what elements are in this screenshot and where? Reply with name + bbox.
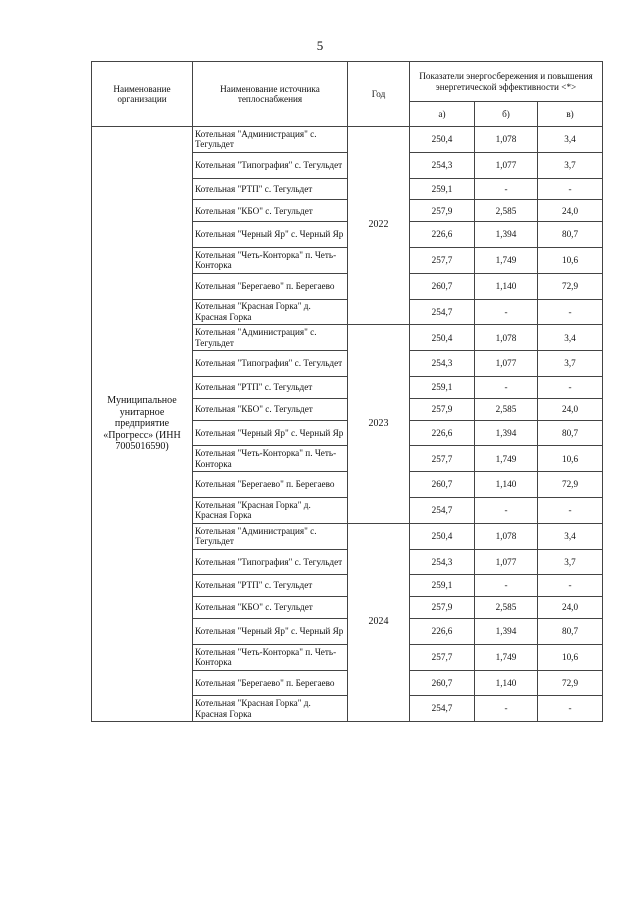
indicator-b-cell: - (475, 299, 538, 325)
indicator-b-cell: 1,078 (475, 325, 538, 351)
indicator-b-cell: 1,077 (475, 351, 538, 377)
indicator-b-cell: 1,749 (475, 247, 538, 273)
heat-source-cell: Котельная "Берегаево" п. Берегаево (193, 273, 348, 299)
header-col-b: б) (475, 102, 538, 127)
heat-source-cell: Котельная "Типография" с. Тегульдет (193, 549, 348, 575)
header-col-c: в) (538, 102, 603, 127)
indicator-b-cell: 1,749 (475, 644, 538, 670)
indicator-a-cell: 250,4 (410, 127, 475, 153)
indicator-c-cell: 10,6 (538, 644, 603, 670)
header-row (92, 62, 603, 102)
indicator-a-cell: 257,9 (410, 398, 475, 420)
indicator-a-cell: 257,9 (410, 597, 475, 619)
indicator-b-cell: 2,585 (475, 597, 538, 619)
indicator-c-cell: 3,7 (538, 549, 603, 575)
indicator-a-cell: 250,4 (410, 523, 475, 549)
indicator-c-cell: - (538, 178, 603, 200)
header-col-a: а) (410, 102, 475, 127)
indicator-b-cell: 2,585 (475, 398, 538, 420)
indicator-a-cell: 257,7 (410, 247, 475, 273)
indicator-c-cell: 24,0 (538, 597, 603, 619)
energy-efficiency-table (91, 61, 603, 722)
heat-source-cell: Котельная "РТП" с. Тегульдет (193, 575, 348, 597)
heat-source-cell: Котельная "РТП" с. Тегульдет (193, 178, 348, 200)
indicator-a-cell: 254,7 (410, 299, 475, 325)
indicator-c-cell: 10,6 (538, 247, 603, 273)
indicator-b-cell: 1,078 (475, 127, 538, 153)
indicator-b-cell: 1,394 (475, 222, 538, 248)
indicator-b-cell: - (475, 376, 538, 398)
indicator-b-cell: 1,140 (475, 670, 538, 696)
indicator-c-cell: 10,6 (538, 446, 603, 472)
indicator-c-cell: 72,9 (538, 670, 603, 696)
indicator-a-cell: 250,4 (410, 325, 475, 351)
indicator-c-cell: 3,4 (538, 523, 603, 549)
indicator-a-cell: 257,7 (410, 446, 475, 472)
indicator-c-cell: 24,0 (538, 398, 603, 420)
indicator-c-cell: 3,7 (538, 351, 603, 377)
indicator-c-cell: 80,7 (538, 222, 603, 248)
year-cell: 2024 (348, 523, 410, 721)
indicator-a-cell: 257,9 (410, 200, 475, 222)
indicator-c-cell: - (538, 299, 603, 325)
heat-source-cell: Котельная "Черный Яр" с. Черный Яр (193, 420, 348, 446)
page-number: 5 (316, 38, 324, 53)
indicator-a-cell: 257,7 (410, 644, 475, 670)
indicator-b-cell: 1,077 (475, 549, 538, 575)
indicator-b-cell: 1,078 (475, 523, 538, 549)
indicator-c-cell: 24,0 (538, 200, 603, 222)
indicator-b-cell: 1,077 (475, 152, 538, 178)
heat-source-cell: Котельная "Администрация" с. Тегульдет (193, 127, 348, 153)
heat-source-cell: Котельная "Типография" с. Тегульдет (193, 152, 348, 178)
indicator-b-cell: 1,140 (475, 472, 538, 498)
indicator-a-cell: 254,3 (410, 152, 475, 178)
heat-source-cell: Котельная "Четь-Конторка" п. Четь-Конторка (193, 644, 348, 670)
header-indicators: Показатели энергосбережения и повышения энергетической эффективности <*> (410, 62, 603, 102)
heat-source-cell: Котельная "Типография" с. Тегульдет (193, 351, 348, 377)
heat-source-cell: Котельная "РТП" с. Тегульдет (193, 376, 348, 398)
indicator-c-cell: - (538, 497, 603, 523)
indicator-b-cell: - (475, 497, 538, 523)
heat-source-cell: Котельная "Черный Яр" с. Черный Яр (193, 222, 348, 248)
indicator-c-cell: - (538, 376, 603, 398)
heat-source-cell: Котельная "Красная Горка" д. Красная Горка (193, 299, 348, 325)
indicator-a-cell: 260,7 (410, 670, 475, 696)
indicator-b-cell: 1,394 (475, 420, 538, 446)
indicator-a-cell: 259,1 (410, 178, 475, 200)
indicator-c-cell: 3,4 (538, 127, 603, 153)
indicator-a-cell: 259,1 (410, 575, 475, 597)
indicator-c-cell: 3,4 (538, 325, 603, 351)
indicator-a-cell: 254,7 (410, 696, 475, 722)
indicator-a-cell: 260,7 (410, 273, 475, 299)
indicator-b-cell: 2,585 (475, 200, 538, 222)
heat-source-cell: Котельная "Администрация" с. Тегульдет (193, 325, 348, 351)
header-source: Наименование источника теплоснабжения (193, 62, 348, 127)
heat-source-cell: Котельная "Берегаево" п. Берегаево (193, 670, 348, 696)
indicator-c-cell: 72,9 (538, 472, 603, 498)
indicator-a-cell: 260,7 (410, 472, 475, 498)
heat-source-cell: Котельная "Администрация" с. Тегульдет (193, 523, 348, 549)
table-body (92, 127, 603, 722)
indicator-b-cell: 1,140 (475, 273, 538, 299)
indicator-c-cell: 72,9 (538, 273, 603, 299)
heat-source-cell: Котельная "КБО" с. Тегульдет (193, 200, 348, 222)
indicator-a-cell: 226,6 (410, 618, 475, 644)
indicator-a-cell: 254,3 (410, 351, 475, 377)
heat-source-cell: Котельная "Четь-Конторка" п. Четь-Конторка (193, 446, 348, 472)
indicator-a-cell: 226,6 (410, 420, 475, 446)
heat-source-cell: Котельная "КБО" с. Тегульдет (193, 597, 348, 619)
heat-source-cell: Котельная "КБО" с. Тегульдет (193, 398, 348, 420)
indicator-b-cell: - (475, 696, 538, 722)
heat-source-cell: Котельная "Четь-Конторка" п. Четь-Конторка (193, 247, 348, 273)
table-row (92, 127, 603, 153)
indicator-a-cell: 259,1 (410, 376, 475, 398)
organization-cell: Муниципальное унитарное предприятие «Прогресс» (ИНН 7005016590) (92, 127, 193, 722)
indicator-b-cell: - (475, 178, 538, 200)
indicator-b-cell: - (475, 575, 538, 597)
year-cell: 2023 (348, 325, 410, 523)
indicator-a-cell: 254,7 (410, 497, 475, 523)
indicator-c-cell: 80,7 (538, 420, 603, 446)
heat-source-cell: Котельная "Красная Горка" д. Красная Горка (193, 497, 348, 523)
heat-source-cell: Котельная "Красная Горка" д. Красная Горка (193, 696, 348, 722)
indicator-c-cell: 80,7 (538, 618, 603, 644)
indicator-c-cell: - (538, 575, 603, 597)
year-cell: 2022 (348, 127, 410, 325)
indicator-a-cell: 254,3 (410, 549, 475, 575)
indicator-c-cell: - (538, 696, 603, 722)
header-org: Наименование организации (92, 62, 193, 127)
indicator-a-cell: 226,6 (410, 222, 475, 248)
heat-source-cell: Котельная "Черный Яр" с. Черный Яр (193, 618, 348, 644)
indicator-b-cell: 1,749 (475, 446, 538, 472)
header-year: Год (348, 62, 410, 127)
heat-source-cell: Котельная "Берегаево" п. Берегаево (193, 472, 348, 498)
indicator-c-cell: 3,7 (538, 152, 603, 178)
indicator-b-cell: 1,394 (475, 618, 538, 644)
